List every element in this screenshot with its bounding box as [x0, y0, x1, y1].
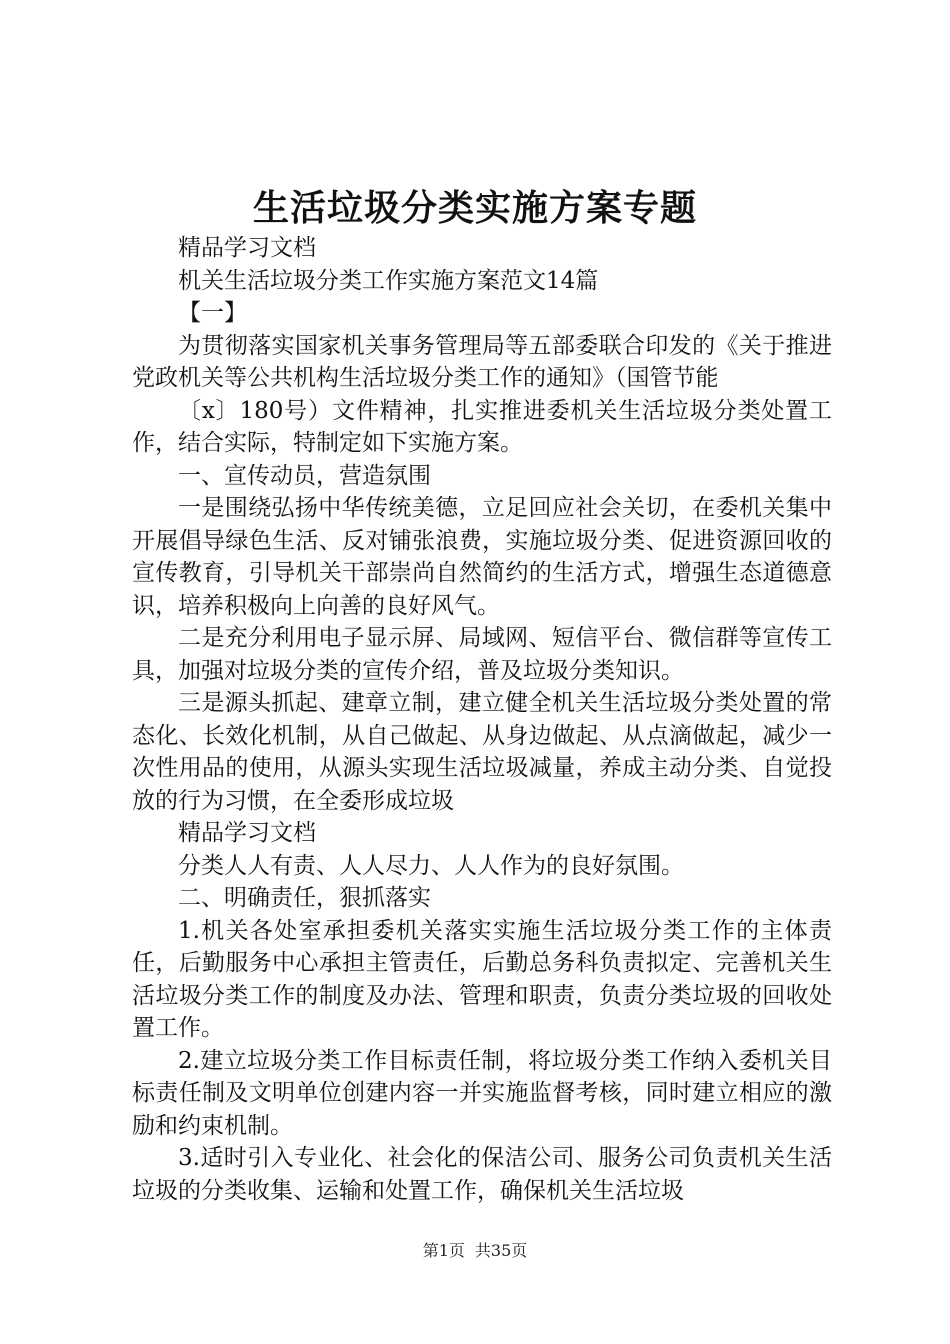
paragraph: 1.机关各处室承担委机关落实实施生活垃圾分类工作的主体责任，后勤服务中心承担主管责任，后勤总务科负责拟定、完善机关生活垃圾分类工作的制度及办法、管理和职责，负责分类垃圾的回收处置工作。	[132, 917, 832, 1041]
paragraph: 机关生活垃圾分类工作实施方案范文14篇	[178, 267, 599, 294]
paragraph: 一是围绕弘扬中华传统美德，立足回应社会关切，在委机关集中开展倡导绿色生活、反对铺张浪费，实施垃圾分类、促进资源回收的宣传教育，引导机关干部崇尚自然简约的生活方式，增强生态道德意识，培养积极向上向善的良好风气。	[132, 495, 832, 619]
paragraph: 为贯彻落实国家机关事务管理局等五部委联合印发的《关于推进党政机关等公共机构生活垃圾分类工作的通知》（国管节能	[132, 332, 832, 391]
page-total: 共35页	[474, 1241, 528, 1260]
section-heading: 二、明确责任，狠抓落实	[178, 885, 431, 911]
page-number: 第1页	[422, 1241, 465, 1260]
paragraph: 精品学习文档	[178, 820, 316, 846]
paragraph: 2.建立垃圾分类工作目标责任制，将垃圾分类工作纳入委机关目标责任制及文明单位创建内容一并实施监督考核，同时建立相应的激励和约束机制。	[132, 1047, 832, 1139]
document-body	[132, 232, 832, 1207]
section-heading: 一、宣传动员，营造氛围	[178, 462, 431, 489]
paragraph: 〔x〕180号）文件精神，扎实推进委机关生活垃圾分类处置工作，结合实际，特制定如下实施方案。	[132, 397, 832, 456]
paragraph: 二是充分利用电子显示屏、局域网、短信平台、微信群等宣传工具，加强对垃圾分类的宣传介绍，普及垃圾分类知识。	[132, 625, 832, 684]
paragraph: 精品学习文档	[178, 235, 316, 261]
paragraph: 分类人人有责、人人尽力、人人作为的良好氛围。	[178, 852, 684, 879]
page-footer	[0, 1240, 950, 1262]
document-title: 生活垃圾分类实施方案专题	[252, 187, 697, 229]
paragraph: 三是源头抓起、建章立制，建立健全机关生活垃圾分类处置的常态化、长效化机制，从自己做起、从身边做起、从点滴做起，减少一次性用品的使用，从源头实现生活垃圾减量，养成主动分类、自觉投放的行为习惯，在全委形成垃圾	[132, 690, 832, 814]
paragraph: 【一】	[178, 300, 247, 326]
paragraph: 3.适时引入专业化、社会化的保洁公司、服务公司负责机关生活垃圾的分类收集、运输和处置工作，确保机关生活垃圾	[132, 1145, 832, 1204]
